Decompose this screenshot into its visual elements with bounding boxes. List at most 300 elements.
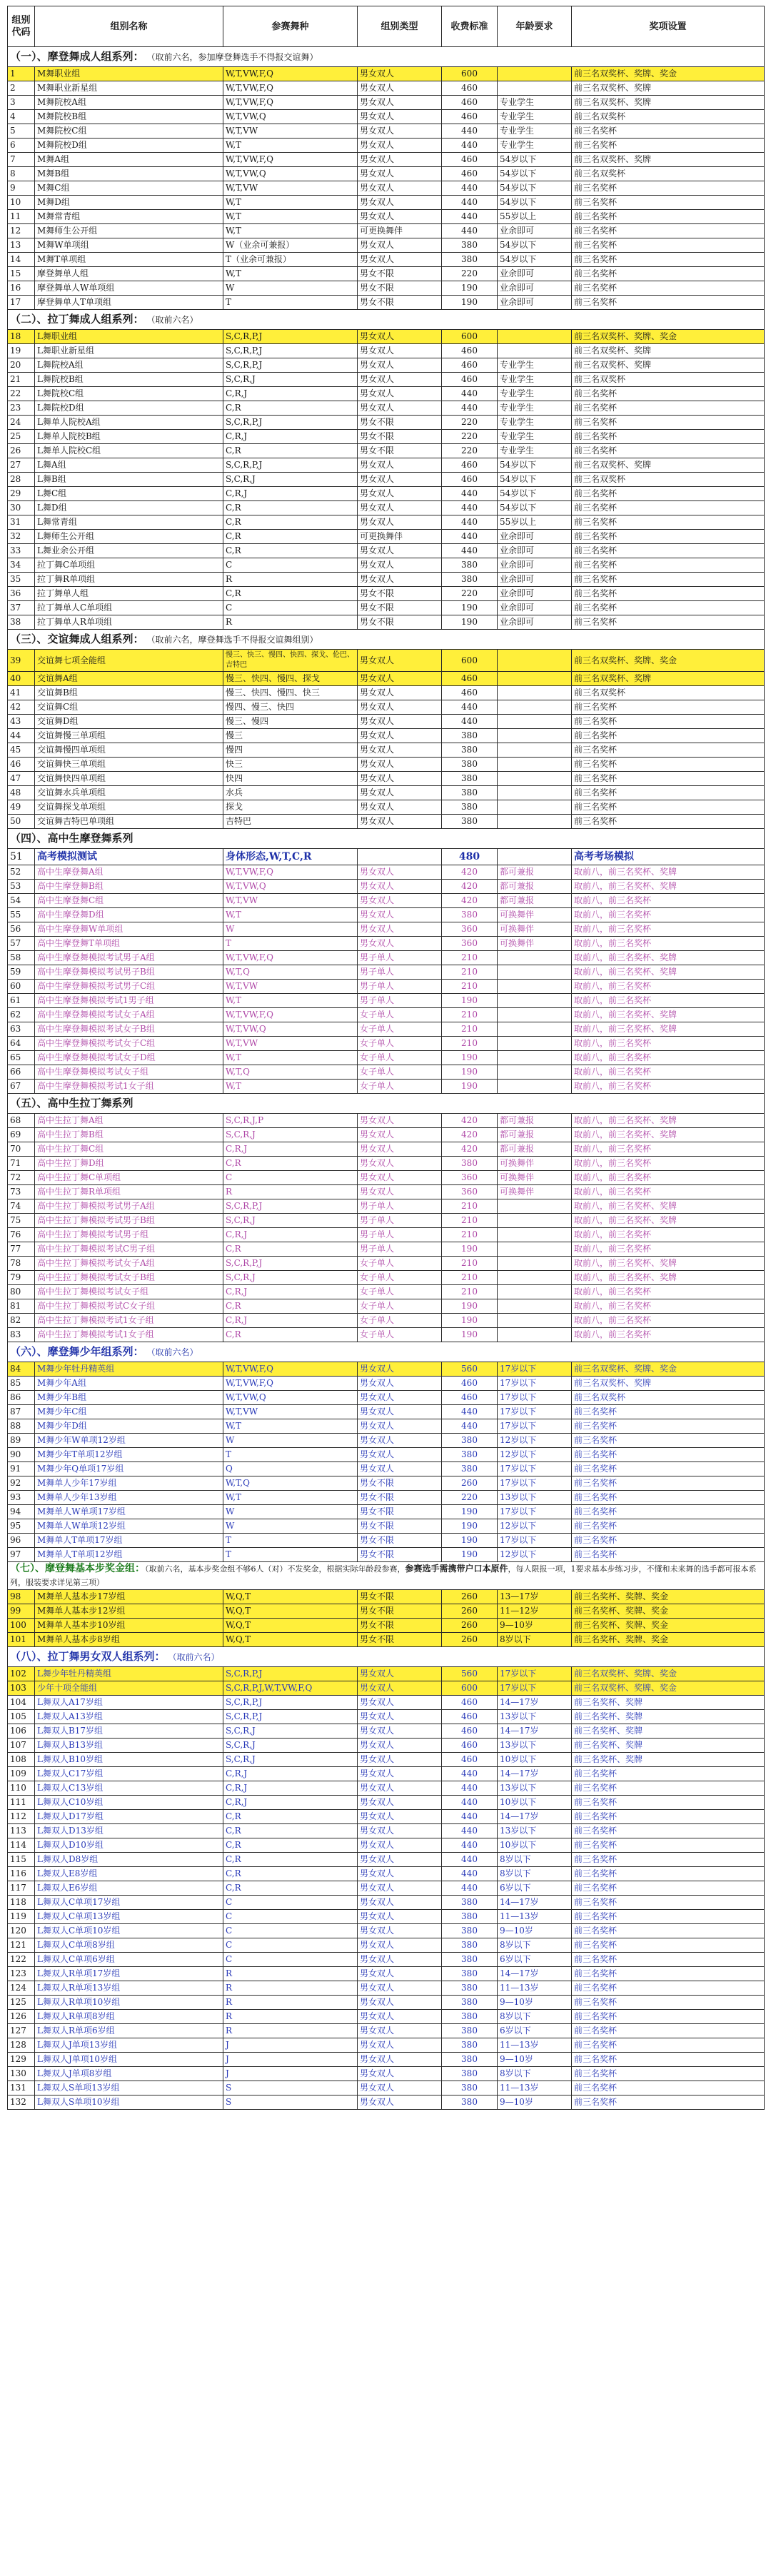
cell-group-name: 高中生拉丁舞A组 [35,1114,223,1128]
cell-dance-type: W,T,VW [223,124,358,139]
cell-dance-type: J [223,2038,358,2053]
cell-dance-type: S,C,R,P,J [223,1696,358,1710]
cell-age: 17岁以下 [498,1534,572,1548]
cell-code: 77 [8,1242,35,1257]
cell-code: 116 [8,1867,35,1881]
cell-group-name: L舞双人J单项10岁组 [35,2053,223,2067]
cell-fee: 440 [442,700,498,715]
cell-group-name: L舞双人J单项13岁组 [35,2038,223,2053]
cell-age: 业余即可 [498,267,572,281]
cell-group-name: M舞院校A组 [35,96,223,110]
table-row [8,1519,765,1534]
cell-age: 54岁以下 [498,473,572,487]
cell-dance-type: W,T,VW,F,Q [223,1362,358,1377]
cell-age: 13—17岁 [498,1590,572,1604]
cell-awards: 取前八，前三名奖杯、奖牌 [572,1128,765,1142]
cell-code: 30 [8,501,35,515]
cell-awards: 前三名奖杯 [572,2067,765,2081]
cell-fee: 420 [442,1114,498,1128]
cell-age: 54岁以下 [498,487,572,501]
cell-group-name: M舞单人基本步12岁组 [35,1604,223,1619]
cell-group-name: L舞双人D13岁组 [35,1824,223,1838]
table-row [8,544,765,558]
cell-group-name: L舞A组 [35,458,223,473]
cell-awards: 前三名奖杯 [572,530,765,544]
cell-fee: 440 [442,124,498,139]
cell-group-name: 高中生摩登舞A组 [35,865,223,880]
cell-group-type: 男女双人 [358,1434,442,1448]
cell-dance-type: C,R [223,501,358,515]
cell-age: 8岁以下 [498,1633,572,1647]
cell-fee: 600 [442,650,498,672]
table-row [8,700,765,715]
section-header-row [8,829,765,849]
cell-awards: 前三名奖杯 [572,800,765,815]
cell-awards: 前三名双奖杯、奖牌 [572,81,765,96]
table-row [8,573,765,587]
cell-age: 17岁以下 [498,1419,572,1434]
cell-group-name: 拉丁舞R单项组 [35,573,223,587]
cell-awards: 前三名奖杯 [572,1810,765,1824]
section-title: （八）、拉丁舞男女双人组系列： [10,1650,166,1663]
table-row [8,908,765,922]
cell-fee: 440 [442,181,498,196]
cell-group-name: L舞双人C单项8岁组 [35,1938,223,1953]
cell-awards: 前三名双奖杯、奖牌、奖金 [572,1362,765,1377]
cell-awards: 取前八，前三名奖杯 [572,1171,765,1185]
cell-fee: 440 [442,1824,498,1838]
cell-awards: 前三名奖杯 [572,1448,765,1462]
cell-group-type: 男女双人 [358,1796,442,1810]
cell-group-type: 女子单人 [358,1051,442,1065]
cell-code: 9 [8,181,35,196]
cell-group-name: M舞单人W单项12岁组 [35,1519,223,1534]
cell-group-type: 男女双人 [358,110,442,124]
section-header-row [8,1342,765,1362]
cell-group-name: M舞少年牡丹精英组 [35,1362,223,1377]
cell-fee: 380 [442,1953,498,1967]
cell-dance-type: 慢四 [223,743,358,758]
cell-awards: 取前八，前三名奖杯、奖牌 [572,965,765,980]
cell-group-name: L舞双人J单项8岁组 [35,2067,223,2081]
cell-fee: 380 [442,908,498,922]
cell-awards: 取前八，前三名奖杯 [572,922,765,937]
cell-dance-type: W,T,VW,F,Q [223,81,358,96]
cell-group-type: 男子单人 [358,1228,442,1242]
cell-dance-type: C,R [223,515,358,530]
table-row [8,1314,765,1328]
cell-group-type: 男女双人 [358,2024,442,2038]
cell-group-name: 交谊舞D组 [35,715,223,729]
cell-code: 58 [8,951,35,965]
cell-group-name: 交谊舞探戈单项组 [35,800,223,815]
cell-group-type: 男女双人 [358,139,442,153]
cell-dance-type: S,C,R,J [223,1739,358,1753]
cell-awards: 取前八，前三名奖杯、奖牌 [572,1199,765,1214]
cell-awards: 前三名奖杯 [572,1867,765,1881]
cell-age: 54岁以下 [498,238,572,253]
table-row [8,1199,765,1214]
cell-fee: 210 [442,1271,498,1285]
cell-code: 62 [8,1008,35,1022]
cell-group-name: 高中生摩登舞模拟考试男子B组 [35,965,223,980]
cell-group-type: 男女双人 [358,2038,442,2053]
cell-awards: 取前八，前三名奖杯 [572,1065,765,1080]
cell-age [498,951,572,965]
cell-awards: 前三名奖杯 [572,786,765,800]
table-row [8,358,765,373]
cell-group-type: 男女双人 [358,908,442,922]
cell-group-name: L舞职业组 [35,330,223,344]
cell-awards: 前三名奖杯 [572,401,765,416]
cell-awards: 取前八，前三名奖杯 [572,1299,765,1314]
cell-group-type: 女子单人 [358,1022,442,1037]
cell-code: 126 [8,2010,35,2024]
cell-dance-type: W,T,VW,Q [223,1391,358,1405]
cell-age [498,344,572,358]
cell-fee: 460 [442,672,498,686]
cell-age: 专业学生 [498,373,572,387]
table-row [8,139,765,153]
cell-age: 54岁以下 [498,153,572,167]
cell-fee: 190 [442,994,498,1008]
cell-code: 81 [8,1299,35,1314]
cell-fee: 190 [442,1299,498,1314]
cell-group-type: 男女双人 [358,1767,442,1781]
cell-awards: 前三名奖杯、奖牌 [572,1739,765,1753]
cell-awards: 前三名奖杯、奖牌、奖金 [572,1619,765,1633]
cell-code: 32 [8,530,35,544]
cell-awards: 取前八，前三名奖杯 [572,1142,765,1157]
cell-awards: 取前八，前三名奖杯 [572,994,765,1008]
cell-code: 26 [8,444,35,458]
cell-fee: 440 [442,1767,498,1781]
cell-awards: 高考考场模拟 [572,849,765,865]
cell-awards: 取前八，前三名奖杯 [572,1228,765,1242]
cell-group-name: L舞师生公开组 [35,530,223,544]
cell-group-name: 高考模拟测试 [35,849,223,865]
cell-awards: 前三名奖杯 [572,1419,765,1434]
cell-fee: 190 [442,281,498,296]
cell-fee: 560 [442,1667,498,1681]
cell-age: 专业学生 [498,416,572,430]
table-row [8,530,765,544]
section-title: （七）、摩登舞基本步奖金组： [10,1563,145,1574]
table-row [8,1142,765,1157]
cell-fee: 440 [442,501,498,515]
cell-awards: 取前八，前三名奖杯 [572,894,765,908]
cell-fee: 460 [442,458,498,473]
table-row [8,1881,765,1896]
cell-age: 17岁以下 [498,1462,572,1476]
cell-group-type: 男女不限 [358,430,442,444]
cell-group-name: 高中生拉丁舞模拟考试女子组 [35,1285,223,1299]
cell-age: 业余即可 [498,601,572,615]
cell-code: 101 [8,1633,35,1647]
cell-group-name: 高中生拉丁舞D组 [35,1157,223,1171]
cell-dance-type: J [223,2053,358,2067]
cell-group-name: L舞双人E8岁组 [35,1867,223,1881]
cell-fee: 380 [442,2024,498,2038]
cell-code: 93 [8,1491,35,1505]
section-title-cell [8,1647,765,1667]
section-note: （取前六名，基本步奖金组不够6人（对）不发奖金，根据实际年龄段参赛， [145,1564,405,1574]
cell-dance-type: W,T [223,908,358,922]
cell-dance-type: C [223,1924,358,1938]
competition-schedule-sheet [7,6,764,2110]
table-row [8,1824,765,1838]
cell-group-type: 女子单人 [358,1037,442,1051]
section-header-row [8,47,765,67]
cell-awards: 前三名奖杯 [572,2038,765,2053]
cell-dance-type: 身体形态,W,T,C,R [223,849,358,865]
cell-dance-type: C,R [223,1824,358,1838]
cell-group-name: L舞双人C10岁组 [35,1796,223,1810]
cell-fee: 440 [442,530,498,544]
section-header-row [8,630,765,650]
cell-dance-type: S,C,R,P,J [223,344,358,358]
cell-group-name: M舞单人T单项17岁组 [35,1534,223,1548]
cell-fee: 380 [442,1462,498,1476]
cell-dance-type: W,T,VW,F,Q [223,153,358,167]
cell-group-type: 男女双人 [358,1448,442,1462]
cell-code: 39 [8,650,35,672]
cell-awards: 前三名奖杯 [572,815,765,829]
cell-group-type: 男女双人 [358,124,442,139]
table-row [8,1114,765,1128]
cell-fee: 210 [442,1285,498,1299]
cell-dance-type: C,R [223,587,358,601]
cell-fee: 190 [442,1242,498,1257]
cell-age: 14—17岁 [498,1767,572,1781]
cell-code: 85 [8,1377,35,1391]
cell-dance-type: C,R,J [223,1796,358,1810]
cell-code: 13 [8,238,35,253]
table-row [8,729,765,743]
cell-group-type: 男女双人 [358,1724,442,1739]
cell-code: 21 [8,373,35,387]
group-fee-table [7,6,765,2110]
cell-age: 9—10岁 [498,1924,572,1938]
cell-fee: 190 [442,1548,498,1562]
cell-group-type: 男女不限 [358,416,442,430]
cell-awards: 前三名双奖杯、奖牌 [572,96,765,110]
cell-group-name: 高中生拉丁舞模拟考试1女子组 [35,1328,223,1342]
table-row [8,1476,765,1491]
cell-fee: 210 [442,1037,498,1051]
cell-dance-type: S [223,2081,358,2095]
cell-fee: 420 [442,1142,498,1157]
table-row [8,1037,765,1051]
cell-age: 17岁以下 [498,1505,572,1519]
cell-dance-type: C,R [223,1867,358,1881]
section-note: （取前六名） [151,1347,198,1357]
cell-awards: 前三名奖杯 [572,487,765,501]
cell-group-type: 男女不限 [358,1505,442,1519]
cell-dance-type: W,T,VW [223,1405,358,1419]
table-row [8,1448,765,1462]
cell-fee: 210 [442,1199,498,1214]
table-row [8,501,765,515]
header-dance-type: 参赛舞种 [223,6,358,47]
cell-code: 7 [8,153,35,167]
cell-group-name: M舞职业新星组 [35,81,223,96]
cell-code: 3 [8,96,35,110]
cell-age: 都可兼报 [498,1114,572,1128]
cell-fee: 380 [442,2095,498,2110]
cell-group-name: L舞B组 [35,473,223,487]
cell-dance-type: W,T [223,139,358,153]
cell-dance-type: W [223,1519,358,1534]
cell-dance-type: C,R,J [223,1285,358,1299]
table-row [8,473,765,487]
table-row [8,1938,765,1953]
cell-group-type: 男女不限 [358,1633,442,1647]
cell-code: 27 [8,458,35,473]
table-row [8,1696,765,1710]
cell-awards: 前三名奖杯 [572,387,765,401]
cell-fee: 220 [442,267,498,281]
cell-group-name: 高中生拉丁舞模拟考试男子组 [35,1228,223,1242]
cell-dance-type: R [223,573,358,587]
cell-dance-type: W,T,VW,Q [223,1022,358,1037]
table-row [8,1710,765,1724]
cell-awards: 取前八，前三名奖杯 [572,1185,765,1199]
cell-age: 17岁以下 [498,1667,572,1681]
cell-group-type: 男女双人 [358,1853,442,1867]
cell-group-type: 男女双人 [358,81,442,96]
cell-fee: 440 [442,1419,498,1434]
cell-group-name: 高中生摩登舞模拟考试女子A组 [35,1008,223,1022]
cell-code: 34 [8,558,35,573]
cell-group-type: 男女双人 [358,700,442,715]
cell-group-name: 高中生拉丁舞B组 [35,1128,223,1142]
cell-fee: 260 [442,1619,498,1633]
cell-fee: 210 [442,951,498,965]
cell-code: 72 [8,1171,35,1185]
cell-awards: 取前八，前三名奖杯 [572,980,765,994]
cell-group-type: 男女双人 [358,1824,442,1838]
cell-age: 54岁以下 [498,181,572,196]
cell-awards: 取前八，前三名奖杯、奖牌 [572,1257,765,1271]
cell-code: 20 [8,358,35,373]
cell-fee: 190 [442,1328,498,1342]
cell-fee: 460 [442,1377,498,1391]
header-awards: 奖项设置 [572,6,765,47]
cell-group-type: 男女双人 [358,196,442,210]
table-row [8,110,765,124]
cell-group-type: 男女双人 [358,1739,442,1753]
table-row [8,81,765,96]
table-row [8,401,765,416]
cell-dance-type: S,C,R,P,J [223,1667,358,1681]
cell-group-type: 男女不限 [358,1590,442,1604]
cell-code: 40 [8,672,35,686]
cell-group-type: 男女双人 [358,330,442,344]
cell-fee: 260 [442,1590,498,1604]
cell-code: 69 [8,1128,35,1142]
cell-code: 28 [8,473,35,487]
section-header-row [8,1094,765,1114]
cell-age: 8岁以下 [498,2067,572,2081]
cell-group-type: 男女双人 [358,67,442,81]
cell-dance-type: R [223,1981,358,1996]
cell-code: 124 [8,1981,35,1996]
table-row [8,1185,765,1199]
cell-group-name: M舞单人基本步10岁组 [35,1619,223,1633]
cell-fee: 460 [442,1710,498,1724]
cell-code: 112 [8,1810,35,1824]
table-row [8,238,765,253]
table-row [8,1171,765,1185]
cell-group-type: 可更换舞伴 [358,530,442,544]
cell-age: 55岁以上 [498,210,572,224]
cell-group-type: 男女双人 [358,1753,442,1767]
cell-fee: 360 [442,1171,498,1185]
table-row [8,2053,765,2067]
cell-fee: 210 [442,980,498,994]
cell-age: 6岁以下 [498,1881,572,1896]
cell-age: 13岁以下 [498,1710,572,1724]
cell-age [498,672,572,686]
cell-code: 57 [8,937,35,951]
table-row [8,2010,765,2024]
cell-group-name: 高中生摩登舞模拟考试1女子组 [35,1080,223,1094]
cell-group-type: 可更换舞伴 [358,224,442,238]
cell-fee: 380 [442,573,498,587]
cell-age: 专业学生 [498,139,572,153]
table-row [8,994,765,1008]
cell-awards: 前三名奖杯、奖牌、奖金 [572,1590,765,1604]
cell-group-name: 交谊舞慢三单项组 [35,729,223,743]
cell-group-name: 拉丁舞单人组 [35,587,223,601]
table-row [8,1548,765,1562]
cell-fee: 600 [442,330,498,344]
cell-awards: 取前八，前三名奖杯 [572,1328,765,1342]
cell-group-type: 男女双人 [358,1710,442,1724]
cell-awards: 取前八，前三名奖杯 [572,908,765,922]
table-row [8,1362,765,1377]
cell-code: 90 [8,1448,35,1462]
cell-awards: 前三名奖杯 [572,1505,765,1519]
cell-age: 专业学生 [498,444,572,458]
cell-code: 74 [8,1199,35,1214]
cell-dance-type: C,R,J [223,1314,358,1328]
cell-age: 54岁以下 [498,196,572,210]
cell-dance-type: C,R [223,1853,358,1867]
cell-group-type: 男女双人 [358,686,442,700]
cell-dance-type: W,T,VW,Q [223,167,358,181]
cell-awards: 前三名奖杯 [572,758,765,772]
cell-fee: 460 [442,373,498,387]
cell-group-name: L舞单人院校B组 [35,430,223,444]
table-row [8,67,765,81]
cell-dance-type: C,R [223,530,358,544]
section-title-cell [8,1094,765,1114]
cell-group-type: 男女双人 [358,1128,442,1142]
cell-code: 91 [8,1462,35,1476]
cell-age [498,772,572,786]
cell-age: 13岁以下 [498,1781,572,1796]
cell-group-name: L舞双人C单项13岁组 [35,1910,223,1924]
cell-group-name: 高中生摩登舞模拟考试女子组 [35,1065,223,1080]
table-row [8,281,765,296]
cell-dance-type: C,R [223,544,358,558]
cell-awards: 前三名奖杯 [572,1781,765,1796]
cell-group-name: 高中生摩登舞W单项组 [35,922,223,937]
cell-age: 都可兼报 [498,894,572,908]
cell-dance-type: W,T [223,224,358,238]
